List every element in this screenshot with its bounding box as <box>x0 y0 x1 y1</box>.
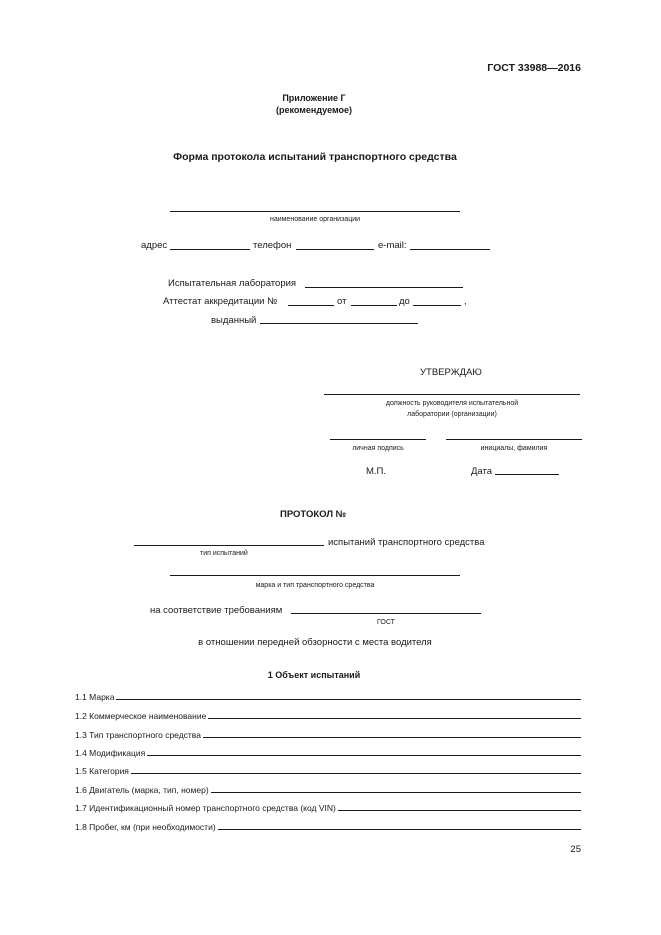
accreditation-label: Аттестат аккредитации № <box>163 296 278 307</box>
tests-text: испытаний транспортного средства <box>328 537 485 548</box>
name-field[interactable] <box>446 439 582 440</box>
regarding-text: в отношении передней обзорности с места водителя <box>198 637 432 648</box>
compliance-label: на соответствие требованиям <box>150 605 283 616</box>
item-label: 1.3 Тип транспортного средства <box>75 730 201 740</box>
list-item[interactable] <box>75 764 581 776</box>
accreditation-from-field[interactable] <box>351 305 397 306</box>
item-label: 1.1 Марка <box>75 692 115 702</box>
signature-caption: личная подпись <box>352 445 404 452</box>
gost-field[interactable] <box>291 613 481 614</box>
date-field[interactable] <box>495 474 559 475</box>
phone-field[interactable] <box>296 249 374 250</box>
email-label: e-mail: <box>378 240 407 251</box>
appendix-title: Приложение Г <box>282 93 346 103</box>
item-label: 1.4 Модификация <box>75 748 146 758</box>
item-field[interactable] <box>147 755 581 756</box>
item-field[interactable] <box>338 810 581 811</box>
item-label: 1.6 Двигатель (марка, тип, номер) <box>75 785 209 795</box>
organization-name-line[interactable] <box>170 211 460 212</box>
vehicle-field[interactable] <box>170 575 460 576</box>
phone-label: телефон <box>253 240 292 251</box>
test-type-caption: тип испытаний <box>200 550 248 557</box>
appendix-note: (рекомендуемое) <box>276 105 352 115</box>
name-caption: инициалы, фамилия <box>480 445 548 452</box>
standard-number: ГОСТ 33988—2016 <box>487 62 581 74</box>
test-type-field[interactable] <box>134 545 324 546</box>
address-label: адрес <box>141 240 168 251</box>
accreditation-to-field[interactable] <box>413 305 461 306</box>
item-label: 1.8 Пробег, км (при необходимости) <box>75 822 216 832</box>
position-caption-2: лаборатории (организации) <box>407 411 497 418</box>
item-field[interactable] <box>116 699 581 700</box>
lab-label: Испытательная лаборатория <box>168 278 297 289</box>
organization-caption: наименование организации <box>269 216 361 223</box>
protocol-title: ПРОТОКОЛ № <box>280 509 347 520</box>
position-caption-1: должность руководителя испытательной <box>385 400 519 407</box>
position-field[interactable] <box>324 394 580 395</box>
approve-label: УТВЕРЖДАЮ <box>420 367 482 378</box>
form-title: Форма протокола испытаний транспортного средства <box>173 151 457 163</box>
list-item[interactable] <box>75 820 581 832</box>
date-label: Дата <box>471 466 493 477</box>
list-item[interactable] <box>75 783 581 795</box>
vehicle-caption: марка и тип транспортного средства <box>255 582 375 589</box>
email-field[interactable] <box>410 249 490 250</box>
list-item[interactable] <box>75 709 581 721</box>
issued-field[interactable] <box>260 323 418 324</box>
signature-field[interactable] <box>330 439 426 440</box>
accreditation-to-label: до <box>399 296 410 307</box>
stamp-label: М.П. <box>366 466 387 477</box>
address-field[interactable] <box>170 249 250 250</box>
issued-label: выданный <box>211 315 257 326</box>
section1-title: 1 Объект испытаний <box>267 670 361 680</box>
accreditation-from-label: от <box>337 296 347 307</box>
item-field[interactable] <box>218 829 581 830</box>
item-field[interactable] <box>211 792 581 793</box>
gost-caption: ГОСТ <box>377 619 395 626</box>
item-label: 1.7 Идентификационный номер транспортного средства (код VIN) <box>75 803 336 813</box>
item-field[interactable] <box>131 773 581 774</box>
lab-field[interactable] <box>305 287 463 288</box>
item-label: 1.2 Коммерческое наименование <box>75 711 207 721</box>
list-item[interactable] <box>75 728 581 740</box>
item-label: 1.5 Категория <box>75 766 129 776</box>
list-item[interactable] <box>75 746 581 758</box>
accreditation-number-field[interactable] <box>288 305 334 306</box>
accreditation-comma: , <box>464 296 467 307</box>
list-item[interactable] <box>75 801 581 813</box>
page-number: 25 <box>570 844 581 855</box>
item-field[interactable] <box>203 737 581 738</box>
item-field[interactable] <box>208 718 581 719</box>
list-item[interactable] <box>75 690 581 702</box>
